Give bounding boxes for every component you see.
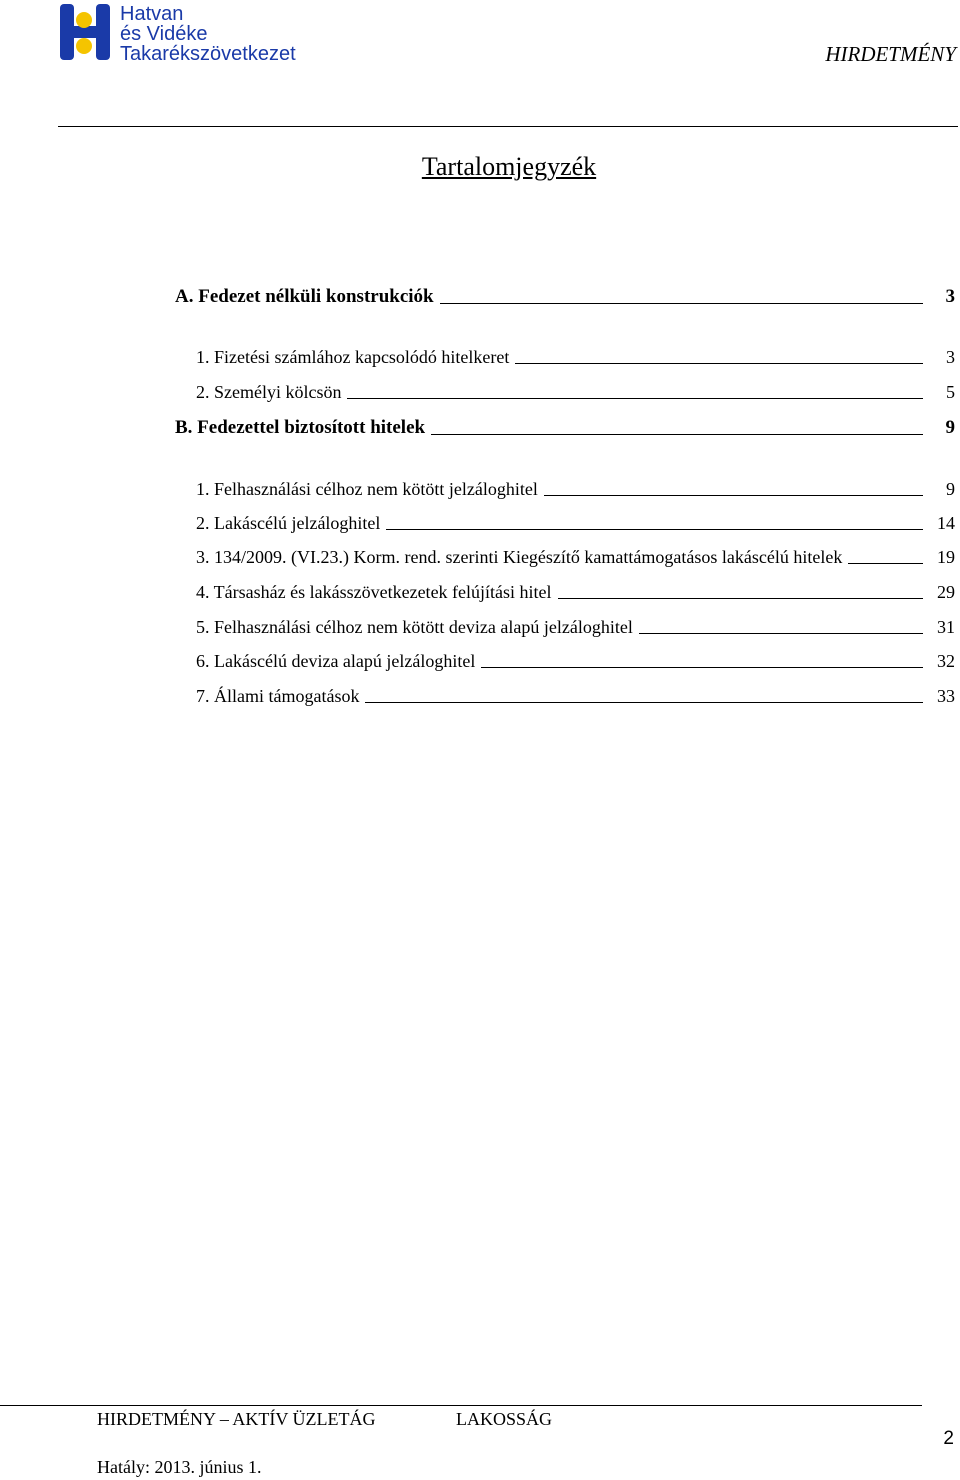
toc-entry-page: 32 [937, 651, 955, 671]
toc-entry-label: 1. Fizetési számlához kapcsolódó hitelkeret [196, 347, 510, 367]
toc-entry-label: B. Fedezettel biztosított hitelek [175, 417, 426, 438]
toc-entry-page: 33 [937, 686, 955, 706]
toc-entry-page: 3 [945, 286, 955, 307]
toc-leader-line [481, 667, 923, 668]
toc-leader-line [386, 529, 923, 530]
toc-entry[interactable] [196, 546, 955, 568]
toc-entry[interactable] [175, 417, 955, 439]
toc-leader-line [544, 495, 923, 496]
toc-entry[interactable] [196, 685, 955, 707]
toc-entry[interactable] [196, 581, 955, 603]
toc-leader-line [639, 633, 923, 634]
toc-entry-page: 19 [937, 547, 955, 567]
footer-section: LAKOSSÁG [456, 1409, 553, 1429]
effective-date: Hatály: 2013. június 1. [97, 1457, 262, 1477]
toc-entry-label: 6. Lakáscélú deviza alapú jelzáloghitel [196, 651, 476, 671]
toc-entry-page: 31 [937, 617, 955, 637]
toc-entry-page: 5 [946, 382, 955, 402]
toc-entry[interactable] [196, 650, 955, 672]
toc-leader-line [431, 434, 923, 435]
toc-entry-page: 14 [937, 513, 955, 533]
footer-divider [0, 1405, 922, 1406]
page-number: 2 [943, 1428, 954, 1449]
footer-document-title: HIRDETMÉNY – AKTÍV ÜZLETÁG [97, 1409, 376, 1429]
toc-leader-line [558, 598, 923, 599]
toc-entry[interactable] [196, 346, 955, 368]
toc-entry[interactable] [196, 616, 955, 638]
document-type-label: HIRDETMÉNY [825, 42, 956, 66]
toc-leader-line [347, 398, 923, 399]
toc-leader-line [848, 563, 923, 564]
toc-entry-label: 7. Állami támogatások [196, 686, 360, 706]
toc-entry-page: 3 [946, 347, 955, 367]
toc-entry-page: 9 [945, 417, 955, 438]
toc-entry-page: 29 [937, 582, 955, 602]
toc-entry-page: 9 [946, 479, 955, 499]
logo-text-line: Hatvan [120, 3, 184, 25]
logo-text-line: és Vidéke [120, 23, 208, 45]
toc-leader-line [515, 363, 923, 364]
toc-entry[interactable] [196, 512, 955, 534]
toc-entry-label: 2. Személyi kölcsön [196, 382, 342, 402]
toc-entry-label: 2. Lakáscélú jelzáloghitel [196, 513, 381, 533]
toc-entry-label: 1. Felhasználási célhoz nem kötött jelzáloghitel [196, 479, 538, 499]
toc-entry-label: 4. Társasház és lakásszövetkezetek felújítási hitel [196, 582, 552, 602]
header-divider [58, 126, 958, 127]
toc-entry-label: 5. Felhasználási célhoz nem kötött deviza alapú jelzáloghitel [196, 617, 633, 637]
company-logo [58, 2, 328, 64]
toc-entry[interactable] [196, 381, 955, 403]
toc-entry[interactable] [175, 286, 955, 308]
toc-entry-label: A. Fedezet nélküli konstrukciók [175, 286, 434, 307]
toc-leader-line [365, 702, 923, 703]
toc-entry-label: 3. 134/2009. (VI.23.) Korm. rend. szerinti Kiegészítő kamattámogatásos lakáscélú hitelek [196, 547, 843, 567]
toc-leader-line [440, 303, 923, 304]
logo-mark-icon [58, 2, 120, 64]
toc-title: Tartalomjegyzék [421, 152, 597, 181]
logo-text-line: Takarékszövetkezet [120, 43, 296, 65]
toc-entry[interactable] [196, 478, 955, 500]
